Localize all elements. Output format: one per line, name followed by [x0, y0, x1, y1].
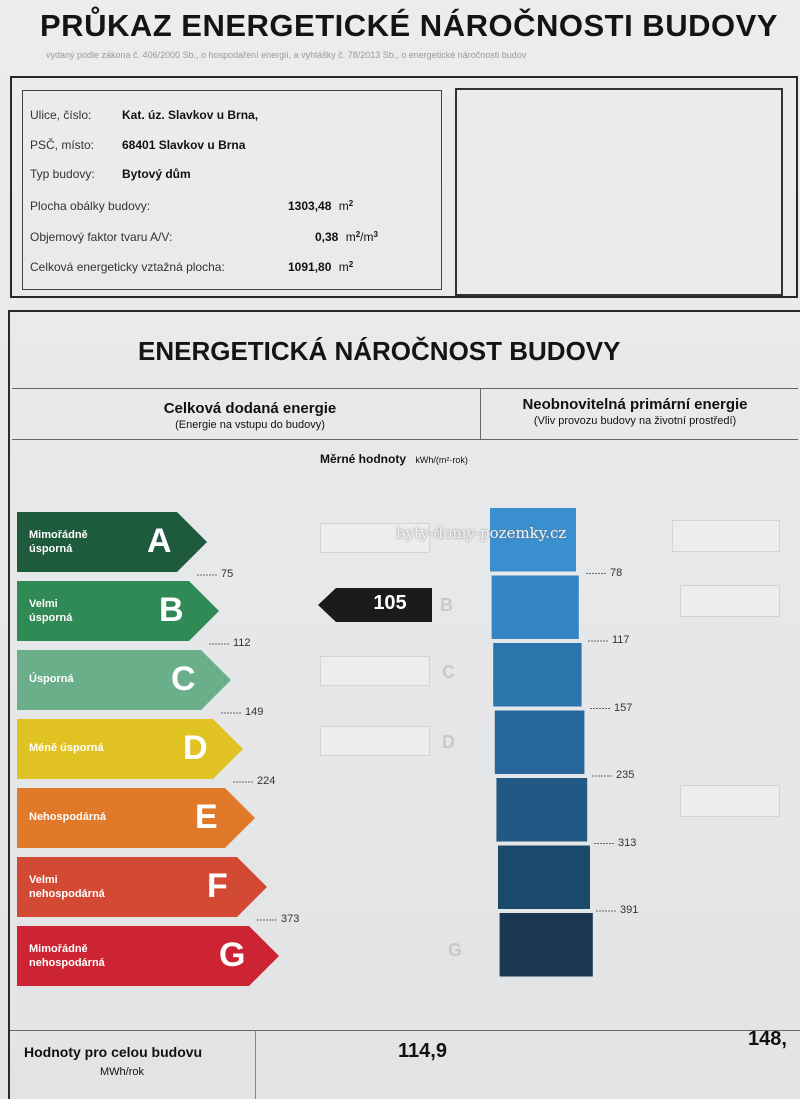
watermark-text: byty-domy-pozemky.cz — [396, 524, 567, 542]
primary-energy-segment — [498, 846, 590, 910]
totals-divider — [10, 1030, 800, 1031]
energy-class-letter-b: B — [159, 591, 184, 629]
energy-class-label-g: Mimořádně nehospodárná — [29, 943, 105, 969]
area-unit: m — [338, 260, 349, 274]
energy-class-label-c: Úsporná — [29, 673, 74, 685]
faint-letter: G — [448, 940, 463, 960]
primary-energy-segment — [496, 778, 587, 842]
street-label: Ulice, číslo: — [30, 108, 92, 122]
envelope-unit: m — [338, 199, 349, 213]
delivered-threshold-label: 112 — [233, 637, 251, 649]
delivered-threshold-label: 224 — [257, 775, 276, 787]
delivered-threshold-label: 373 — [281, 913, 300, 925]
faint-letter: C — [442, 662, 455, 682]
delivered-threshold-label: 75 — [221, 568, 234, 580]
primary-energy-segment — [500, 913, 593, 977]
envelope-label: Plocha obálky budovy: — [30, 199, 151, 213]
primary-threshold-label: 313 — [618, 836, 637, 849]
envelope-number: 1303,48 — [288, 199, 332, 213]
faint-letter: D — [442, 732, 455, 752]
totals-label: Hodnoty pro celou budovu — [24, 1044, 203, 1060]
energy-class-label-f: Velmi nehospodárná — [29, 874, 105, 900]
total-primary-energy: 148, — [748, 1028, 787, 1050]
energy-class-letter-f: F — [207, 867, 228, 905]
energy-class-letter-g: G — [219, 936, 246, 974]
certificate-subtitle: vydaný podle zákona č. 406/2000 Sb., o hospodaření energií, a vyhlášky č. 78/2013 Sb., o energetické náročnosti budov — [46, 50, 527, 60]
primary-energy-segment — [493, 643, 581, 707]
energy-class-label-e: Nehospodárná — [29, 811, 107, 823]
area-label: Celková energeticky vztažná plocha: — [30, 260, 225, 274]
energy-class-letter-e: E — [195, 798, 218, 836]
shape-unit: m — [345, 230, 356, 244]
faint-letter: B — [440, 595, 453, 615]
energy-class-letter-d: D — [183, 729, 208, 767]
type-label: Typ budovy: — [30, 167, 95, 181]
totals-unit: MWh/rok — [100, 1066, 144, 1078]
shape-unit2-sup: 3 — [373, 230, 378, 239]
shape-unit-sup: 2 — [355, 230, 361, 239]
delivered-energy-title: Celková dodaná energie — [163, 400, 337, 417]
primary-energy-segment — [495, 711, 585, 775]
delivered-threshold-label: 149 — [245, 706, 264, 718]
delivered-energy-subtitle: (Energie na vstupu do budovy) — [175, 419, 325, 431]
shape-label: Objemový faktor tvaru A/V: — [30, 230, 173, 244]
totals-column-divider — [255, 1030, 256, 1099]
specific-values-unit: kWh/(m²·rok) — [415, 455, 468, 465]
primary-threshold-label: 78 — [610, 566, 623, 579]
area-number: 1091,80 — [288, 260, 332, 274]
primary-threshold-label: 391 — [620, 904, 639, 916]
primary-energy-segment — [492, 576, 579, 640]
total-delivered-energy: 114,9 — [398, 1040, 447, 1062]
type-value: Bytový dům — [122, 167, 191, 181]
primary-energy-title: Neobnovitelná primární energie — [522, 396, 748, 413]
primary-threshold-label: 235 — [616, 769, 635, 781]
energy-class-letter-c: C — [171, 660, 196, 698]
primary-threshold-label: 157 — [614, 701, 633, 714]
rating-indicator-value: 105 — [373, 592, 407, 614]
energy-class-label-d: Méně úsporná — [29, 742, 104, 754]
specific-values-text: Měrné hodnoty — [320, 452, 406, 466]
area-unit-sup: 2 — [348, 260, 354, 269]
energy-class-label-a: Mimořádně úsporná — [29, 529, 88, 555]
energy-title: ENERGETICKÁ NÁROČNOST BUDOVY — [138, 336, 621, 366]
shape-unit2: /m — [360, 230, 374, 244]
primary-energy-subtitle: (Vliv provozu budovy na životní prostředí) — [533, 415, 737, 427]
energy-class-letter-a: A — [147, 522, 172, 560]
city-value: 68401 Slavkov u Brna — [122, 138, 246, 152]
certificate-title: PRŮKAZ ENERGETICKÉ NÁROČNOSTI BUDOVY — [40, 8, 778, 43]
energy-class-label-b: Velmi úsporná — [29, 598, 73, 624]
primary-threshold-label: 117 — [612, 634, 630, 646]
envelope-unit-sup: 2 — [348, 199, 354, 208]
shape-number: 0,38 — [315, 230, 339, 244]
city-label: PSČ, místo: — [30, 138, 95, 152]
street-value: Kat. úz. Slavkov u Brna, — [122, 108, 259, 122]
